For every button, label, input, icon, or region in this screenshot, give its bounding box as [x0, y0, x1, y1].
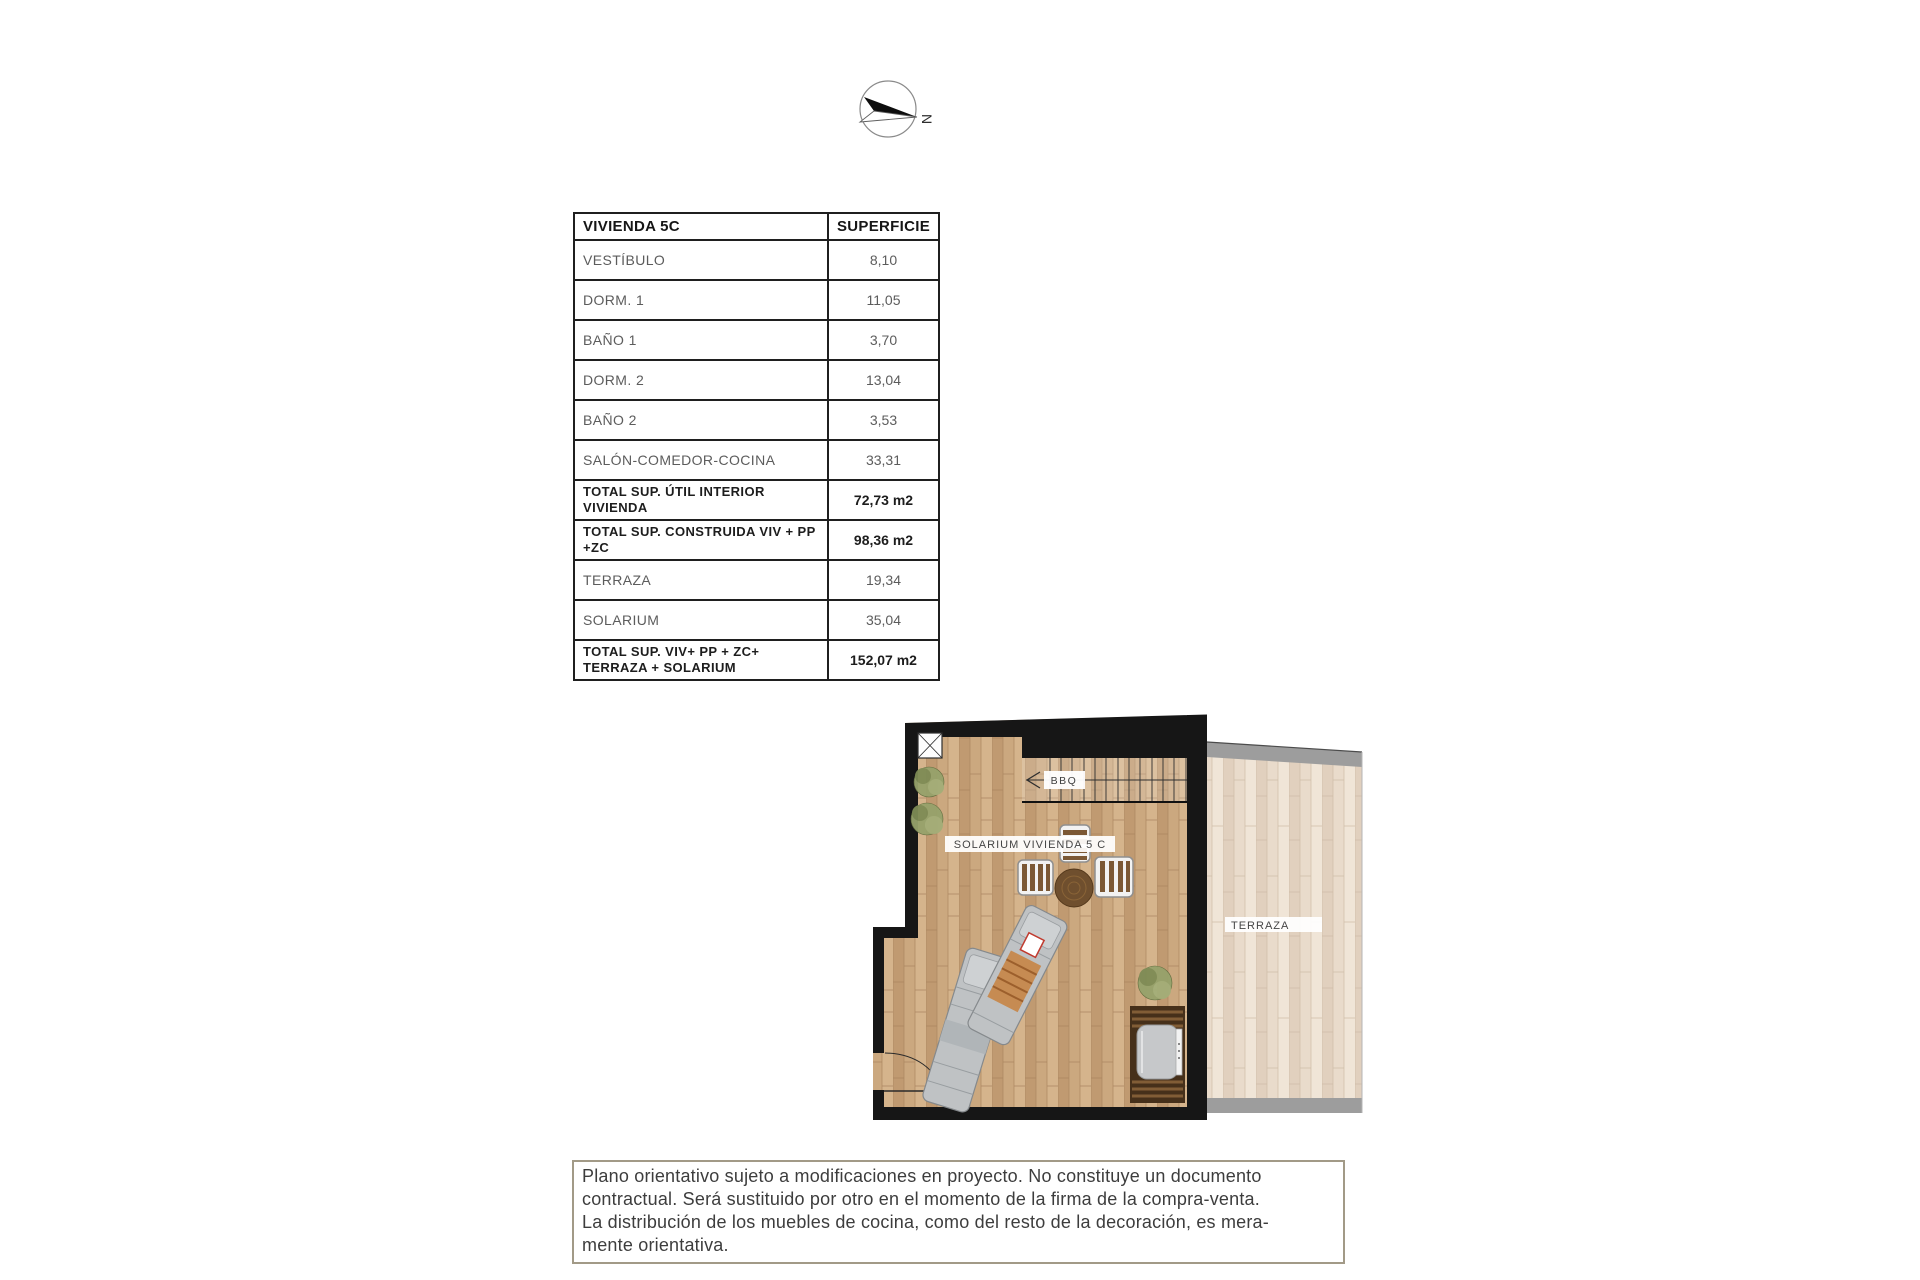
- room-label: BAÑO 2: [574, 400, 828, 440]
- table-row: [574, 280, 939, 320]
- north-label: N: [919, 114, 935, 125]
- solarium-label: SOLARIUM VIVIENDA 5 C: [953, 839, 1107, 851]
- table-row-total-util: [574, 480, 939, 520]
- room-label: VESTÍBULO: [574, 240, 828, 280]
- floor-plan: [860, 710, 1380, 1130]
- table-row-total-overall: [574, 640, 939, 680]
- terrace-label: TERRAZA: [1231, 920, 1290, 932]
- table-header-dwelling: VIVIENDA 5C: [574, 213, 828, 240]
- table-header-row: [574, 213, 939, 240]
- room-label: BAÑO 1: [574, 320, 828, 360]
- room-label: SOLARIUM: [574, 600, 828, 640]
- terrace-bottom-edge: [1207, 1098, 1362, 1113]
- solarium-label-group: [945, 836, 1115, 852]
- total-area: 98,36 m2: [828, 520, 939, 560]
- bbq-label: BBQ: [1050, 775, 1078, 787]
- table-header-surface: SUPERFICIE: [828, 213, 939, 240]
- disclaimer-line: mente orientativa.: [582, 1235, 729, 1255]
- room-area: 33,31: [828, 440, 939, 480]
- room-label: TERRAZA: [574, 560, 828, 600]
- table-row: [574, 240, 939, 280]
- plant: [1138, 966, 1172, 1000]
- total-label: TOTAL SUP. VIV+ PP + ZC+ TERRAZA + SOLARIUM: [574, 640, 828, 680]
- table-row: [574, 400, 939, 440]
- room-label: DORM. 2: [574, 360, 828, 400]
- room-area: 13,04: [828, 360, 939, 400]
- chair: [1018, 860, 1053, 895]
- room-area: 3,53: [828, 400, 939, 440]
- room-area: 19,34: [828, 560, 939, 600]
- table-row: [574, 600, 939, 640]
- total-area: 152,07 m2: [828, 640, 939, 680]
- room-area: 8,10: [828, 240, 939, 280]
- terrace-label-group: [1225, 917, 1322, 932]
- plant: [911, 803, 943, 835]
- plant: [914, 767, 944, 797]
- total-area: 72,73 m2: [828, 480, 939, 520]
- room-area: 35,04: [828, 600, 939, 640]
- round-table: [1055, 869, 1093, 907]
- room-area: 11,05: [828, 280, 939, 320]
- disclaimer-line: contractual. Será sustituido por otro en el momento de la firma de la compra-venta.: [582, 1189, 1260, 1209]
- staircase: [1022, 758, 1187, 802]
- room-label: DORM. 1: [574, 280, 828, 320]
- surface-table: [573, 212, 940, 681]
- bbq-grill: [1130, 1006, 1185, 1103]
- shaft-box: [918, 733, 942, 758]
- disclaimer-line: Plano orientativo sujeto a modificaciones en proyecto. No constituye un documento: [582, 1166, 1262, 1186]
- table-row: [574, 360, 939, 400]
- total-label: TOTAL SUP. ÚTIL INTERIOR VIVIENDA: [574, 480, 828, 520]
- north-arrow-open-half: [860, 111, 917, 122]
- room-area: 3,70: [828, 320, 939, 360]
- table-row: [574, 560, 939, 600]
- table-row: [574, 320, 939, 360]
- disclaimer-line: La distribución de los muebles de cocina, como del resto de la decoración, es mera-: [582, 1212, 1269, 1232]
- room-label: SALÓN-COMEDOR-COCINA: [574, 440, 828, 480]
- disclaimer-box: [572, 1160, 1345, 1264]
- north-compass: [850, 72, 950, 150]
- total-label: TOTAL SUP. CONSTRUIDA VIV + PP +ZC: [574, 520, 828, 560]
- table-row: [574, 440, 939, 480]
- table-row-total-built: [574, 520, 939, 560]
- chair: [1095, 857, 1133, 897]
